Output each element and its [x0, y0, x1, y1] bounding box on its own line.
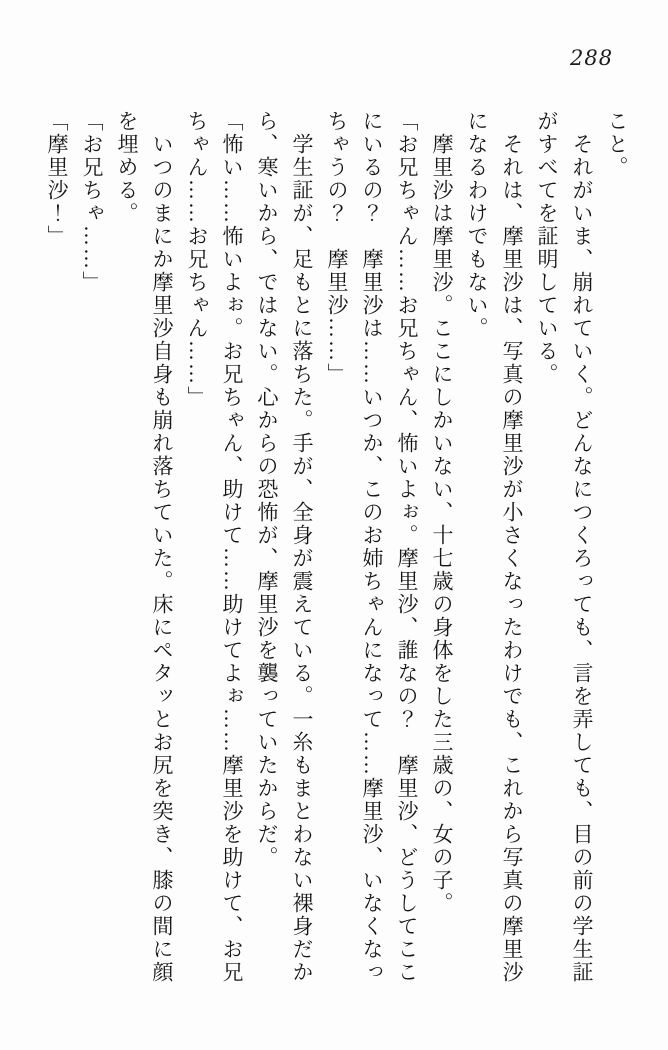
text-line: 摩里沙は摩里沙。ここにしかいない、十七歳の身体をした三歳の、女の子。: [430, 110, 454, 915]
text-line: 「怖い……怖いよぉ。お兄ちゃん、助けて……助けてよぉ……摩里沙を助けて、お兄: [220, 110, 244, 984]
text-line: ちゃん……お兄ちゃん……」: [185, 110, 209, 409]
page-number: 288: [570, 46, 614, 70]
text-line: がすべてを証明している。: [535, 110, 559, 386]
text-line: いつのまにか摩里沙自身も崩れ落ちていた。床にペタッとお尻を突き、膝の間に顔: [150, 110, 174, 984]
text-line: にいるの？ 摩里沙は……いつか、このお姉ちゃんになって……摩里沙、いなくなっ: [360, 110, 384, 984]
text-line: 「お兄ちゃん……お兄ちゃん、怖いよぉ。摩里沙、誰なの？ 摩里沙、どうしてここ: [395, 110, 419, 984]
text-line: 「摩里沙！」: [45, 110, 69, 248]
text-line: になるわけでもない。: [465, 110, 489, 340]
text-line: ら、寒いから、ではない。心からの恐怖が、摩里沙を襲っていたからだ。: [255, 110, 279, 869]
text-line: 「お兄ちゃ……」: [80, 110, 104, 294]
text-line: 学生証が、足もとに落ちた。手が、全身が震えている。一糸もまとわない裸身だか: [290, 110, 314, 984]
text-line: それがいま、崩れていく。どんなにつくろっても、言を弄しても、目の前の学生証: [570, 110, 594, 984]
text-line: ちゃうの？ 摩里沙……」: [325, 110, 349, 386]
vertical-text-block: [39, 110, 634, 994]
text-line: こと。: [605, 110, 629, 179]
text-line: を埋める。: [115, 110, 139, 225]
text-line: それは、摩里沙は、写真の摩里沙が小さくなったわけでも、これから写真の摩里沙: [500, 110, 524, 984]
